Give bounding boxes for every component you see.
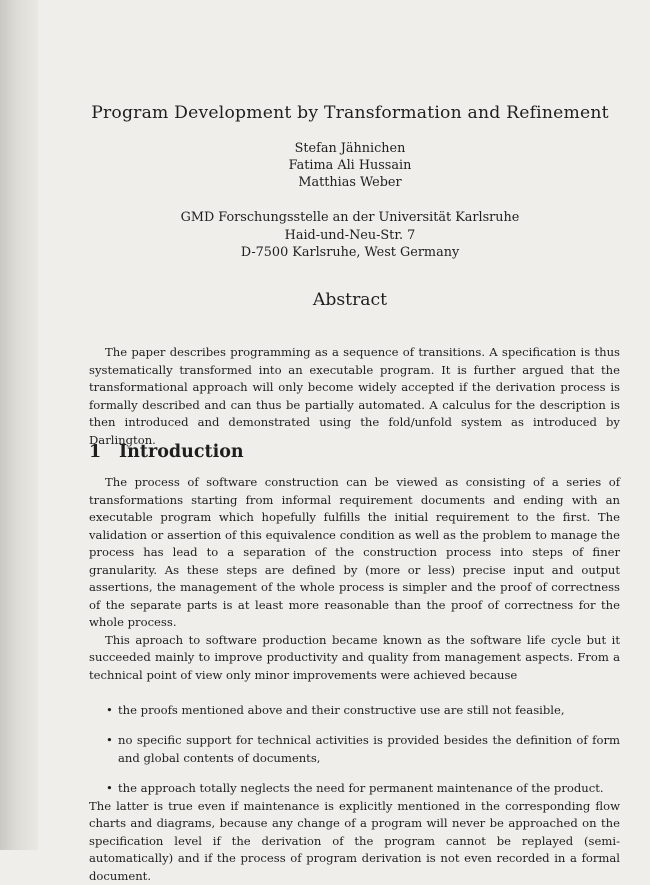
section-number: 1 [89, 442, 102, 462]
affiliation-line: GMD Forschungsstelle an der Universität Karlsruhe [180, 210, 520, 225]
section-title: Introduction [119, 442, 244, 462]
abstract-text: The paper describes programming as a sequence of transitions. A specification is thus systematically transformed into an executable program. It is further argued that the transformational approach will only become widely accepted if the derivation process is formally described and can thus be partially automated. A calculus for the description is then introduced and demonstrated using the fold/unfold system as introduced by Darlington. [89, 345, 620, 447]
bullet-icon: • [106, 733, 113, 748]
bullet-icon: • [106, 781, 113, 796]
author-name: Stefan Jähnichen [294, 141, 406, 156]
author-name: Fatima Ali Hussain [288, 158, 412, 173]
paragraph: The process of software construction can be viewed as consisting of a series of transformations starting from informal requirement documents and ending with an executable program which hopefully fulfills the initial requirement to the first. The validation or assertion of this equivalence condition as well as the problem to manage the process has lead to a separation of the construction process into steps of finer granularity. As these steps are defined by (more or less) precise input and output assertions, the management of the whole process is simpler and the proof of correctness of the separate parts is at least more reasonable than the proof of correctness for the whole process. [89, 475, 620, 630]
affiliation-block [0, 209, 650, 262]
author-name: Matthias Weber [298, 175, 402, 190]
bullet-icon: • [106, 702, 113, 717]
paragraph: The latter is true even if maintenance is explicitly mentioned in the corresponding flow charts and diagrams, because any change of a program will never be approached on the specification level if the derivation of the program cannot be replayed (semi-automatically) and if the process of program derivation is not even recorded in a formal document. [89, 798, 620, 883]
affiliation-line: D-7500 Karlsruhe, West Germany [240, 245, 460, 260]
section-heading [89, 442, 244, 462]
bullet-item [89, 732, 620, 767]
bullet-list [89, 702, 620, 798]
introduction-body [89, 474, 620, 885]
paper-title: Program Development by Transformation and Refinement [91, 103, 609, 123]
author-list [0, 140, 650, 191]
bullet-item [89, 702, 620, 720]
bullet-text: the proofs mentioned above and their constructive use are still not feasible, [118, 702, 565, 717]
paragraph: This aproach to software production became known as the software life cycle but it succeeded mainly to improve productivity and quality from management aspects. From a technical point of view only minor improvements were achieved because [89, 632, 620, 683]
bullet-item [89, 780, 620, 798]
abstract-heading: Abstract [312, 290, 388, 310]
affiliation-line: Haid-und-Neu-Str. 7 [284, 227, 416, 243]
bullet-text: the approach totally neglects the need for permanent maintenance of the product. [118, 781, 604, 796]
bullet-text: no specific support for technical activities is provided besides the definition of form and global contents of documents, [118, 733, 620, 765]
